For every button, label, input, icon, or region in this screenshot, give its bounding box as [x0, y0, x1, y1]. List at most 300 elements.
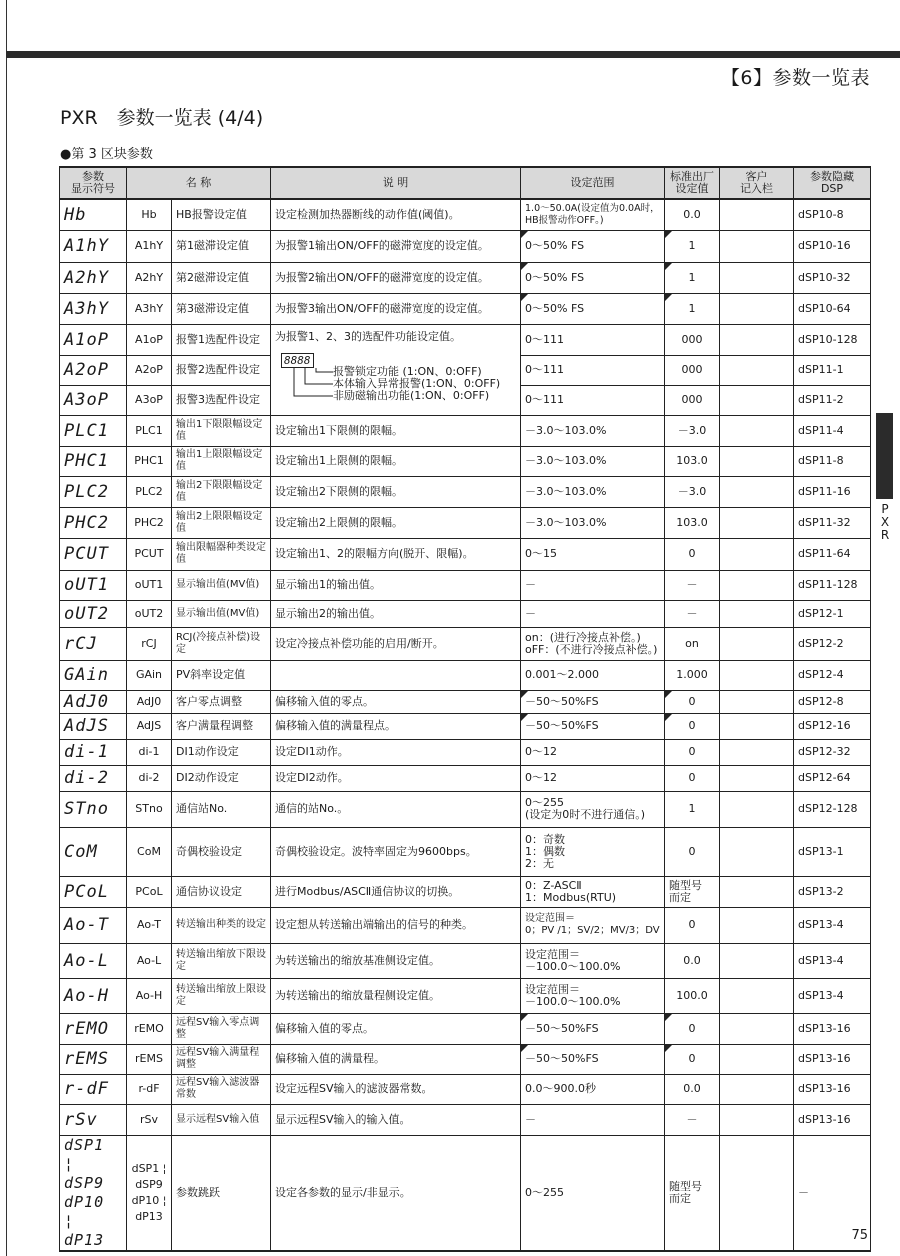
range-line: －100.0～100.0% [525, 994, 621, 1008]
default-value: 1 [665, 230, 720, 262]
param-description: 为报警3输出ON/OFF的磁滞宽度的设定值。 [271, 293, 521, 324]
param-description: 偏移输入值的零点。 [271, 690, 521, 713]
table-row [60, 713, 871, 739]
default-value: 0 [665, 739, 720, 765]
param-description: 显示输出1的输出值。 [271, 570, 521, 600]
option-description: 为报警1、2、3的选配件功能设定值。 [275, 329, 461, 343]
range-line: －50～50%FS [525, 694, 599, 708]
connector-line [316, 368, 333, 372]
range-line: 0；PV /1；SV/2；MV/3；DV [525, 925, 660, 936]
param-description: 设定DI2动作。 [271, 765, 521, 791]
table-row [60, 600, 871, 627]
default-value: 0.0 [665, 1074, 720, 1104]
range-line: 1：偶数 [525, 844, 565, 858]
param-name: 输出2下限限幅设定值 [172, 476, 271, 507]
setting-range [521, 1104, 665, 1135]
param-description: 为转送输出的缩放基准侧设定值。 [271, 943, 521, 978]
param-code: A1oP [127, 324, 172, 355]
table-row [60, 1135, 871, 1251]
param-description: 偏移输入值的满量程。 [271, 1044, 521, 1074]
setting-range [521, 262, 665, 293]
param-code: A1hY [127, 230, 172, 262]
customer-entry [720, 1013, 794, 1044]
param-name: 显示输出值(MV值) [172, 600, 271, 627]
param-name: RCJ(冷接点补偿)设定 [172, 627, 271, 660]
setting-range [521, 538, 665, 570]
param-name: HB报警设定值 [172, 199, 271, 230]
param-code: oUT1 [127, 570, 172, 600]
param-code: PHC2 [127, 507, 172, 538]
param-name: DI2动作设定 [172, 765, 271, 791]
dsp-value: dSP12-128 [794, 791, 871, 827]
param-code: PLC2 [127, 476, 172, 507]
col-range: 设定范围 [521, 167, 665, 199]
range-line: －3.0～103.0% [525, 484, 607, 498]
customer-entry [720, 1104, 794, 1135]
default-value: 103.0 [665, 446, 720, 476]
param-code: dSP1 ¦ dSP9 dP10 ¦ dP13 [127, 1135, 172, 1251]
customer-entry [720, 324, 794, 355]
param-name: 通信站No. [172, 791, 271, 827]
param-name: 转送输出缩放下限设定 [172, 943, 271, 978]
param-description: 显示输出2的输出值。 [271, 600, 521, 627]
range-line: － [525, 578, 536, 591]
customer-entry [720, 476, 794, 507]
param-description: 设定输出2上限侧的限幅。 [271, 507, 521, 538]
customer-entry [720, 907, 794, 943]
section-subtitle: ●第 3 区块参数 [60, 147, 153, 162]
setting-range [521, 690, 665, 713]
default-value: on [665, 627, 720, 660]
display-symbol: PHC1 [60, 446, 127, 476]
param-name: 显示远程SV输入值 [172, 1104, 271, 1135]
param-code: rEMS [127, 1044, 172, 1074]
dsp-value: dSP13-4 [794, 907, 871, 943]
display-symbol: A1oP [60, 324, 127, 355]
col-dsp-line: DSP [820, 182, 844, 195]
default-value: 0 [665, 690, 720, 713]
default-value: 000 [665, 355, 720, 385]
customer-entry [720, 230, 794, 262]
param-description: 设定冷接点补偿功能的启用/断开。 [271, 627, 521, 660]
param-name: 转送输出缩放上限设定 [172, 978, 271, 1013]
display-symbol: di-2 [60, 765, 127, 791]
display-symbol: Hb [60, 199, 127, 230]
table-row [60, 507, 871, 538]
range-line: －50～50%FS [525, 1021, 599, 1035]
table-row [60, 627, 871, 660]
display-symbol: oUT1 [60, 570, 127, 600]
option-display-digits: 8888 [281, 353, 314, 368]
table-row [60, 1013, 871, 1044]
default-value: － [665, 600, 720, 627]
param-name: 客户满量程调整 [172, 713, 271, 739]
setting-range [521, 978, 665, 1013]
range-line: 0～12 [525, 771, 557, 784]
range-line: 0～255 [525, 1185, 564, 1199]
table-row [60, 476, 871, 507]
page-number: 75 [851, 1228, 868, 1243]
range-line: －3.0～103.0% [525, 454, 607, 467]
option-line: 报警锁定功能 (1:ON、0:OFF) [333, 364, 482, 378]
param-description: 偏移输入值的零点。 [271, 1013, 521, 1044]
option-diagram [275, 325, 516, 413]
param-name: 远程SV输入满量程调整 [172, 1044, 271, 1074]
customer-entry [720, 600, 794, 627]
col-customer-line: 记入栏 [740, 182, 773, 195]
setting-range [521, 415, 665, 446]
setting-range [521, 1044, 665, 1074]
param-description [271, 324, 521, 415]
range-line: 设定范围＝ [525, 947, 580, 961]
dsp-value: dSP13-16 [794, 1044, 871, 1074]
param-code: di-2 [127, 765, 172, 791]
dsp-value: dSP13-4 [794, 943, 871, 978]
range-line: 1：Modbus(RTU) [525, 890, 617, 904]
param-code: PLC1 [127, 415, 172, 446]
range-line: 0.0～900.0秒 [525, 1082, 596, 1095]
setting-range [521, 791, 665, 827]
table-row [60, 199, 871, 230]
customer-entry [720, 355, 794, 385]
range-line: －3.0～103.0% [525, 423, 607, 437]
dsp-value: dSP11-1 [794, 355, 871, 385]
setting-range [521, 293, 665, 324]
default-value: 0 [665, 538, 720, 570]
param-name: 报警3选配件设定 [172, 385, 271, 415]
table-row [60, 876, 871, 907]
param-description: 显示远程SV输入的输入值。 [271, 1104, 521, 1135]
setting-range [521, 660, 665, 690]
default-value: 1 [665, 262, 720, 293]
table-row [60, 324, 871, 355]
param-description: 为报警2输出ON/OFF的磁滞宽度的设定值。 [271, 262, 521, 293]
table-row [60, 765, 871, 791]
param-code: STno [127, 791, 172, 827]
page-title: PXR 参数一览表 (4/4) [60, 107, 264, 129]
param-code: r-dF [127, 1074, 172, 1104]
default-value: 103.0 [665, 507, 720, 538]
param-description [271, 660, 521, 690]
display-symbol: Ao-T [60, 907, 127, 943]
display-symbol: di-1 [60, 739, 127, 765]
param-name: 显示输出值(MV值) [172, 570, 271, 600]
range-line: 0～111 [525, 332, 564, 346]
table-row [60, 538, 871, 570]
param-description: 为报警1输出ON/OFF的磁滞宽度的设定值。 [271, 230, 521, 262]
setting-range [521, 199, 665, 230]
default-value: 0.0 [665, 943, 720, 978]
col-dsp [794, 167, 871, 199]
range-line: －3.0～103.0% [525, 515, 607, 529]
range-line: 0～50% FS [525, 239, 585, 252]
customer-entry [720, 570, 794, 600]
param-description: 设定远程SV输入的滤波器常数。 [271, 1074, 521, 1104]
customer-entry [720, 978, 794, 1013]
customer-entry [720, 385, 794, 415]
customer-entry [720, 262, 794, 293]
default-value: － [665, 1104, 720, 1135]
customer-entry [720, 660, 794, 690]
display-symbol: STno [60, 791, 127, 827]
setting-range [521, 476, 665, 507]
range-line: 0～255 [525, 796, 564, 809]
dsp-value: dSP13-2 [794, 876, 871, 907]
param-name: 输出1下限限幅设定值 [172, 415, 271, 446]
table-row [60, 907, 871, 943]
param-description: 奇偶校验设定。波特率固定为9600bps。 [271, 827, 521, 876]
display-symbol: rCJ [60, 627, 127, 660]
param-code: CoM [127, 827, 172, 876]
range-line: 0～50% FS [525, 270, 585, 284]
range-line: 0：Z-ASCⅡ [525, 878, 582, 892]
side-tab-letter: R [880, 528, 890, 542]
range-line: 0～111 [525, 363, 564, 376]
col-default-line: 设定值 [675, 182, 709, 195]
param-code: PHC1 [127, 446, 172, 476]
page-left-rule [6, 0, 7, 1256]
default-value: 0 [665, 713, 720, 739]
dsp-value: dSP12-2 [794, 627, 871, 660]
default-value [665, 1135, 720, 1251]
range-line: oFF：(不进行冷接点补偿。) [525, 642, 658, 656]
default-value: 0 [665, 827, 720, 876]
side-tab-label [879, 503, 891, 542]
range-line: on：(进行冷接点补偿。) [525, 630, 641, 644]
range-line: 0：奇数 [525, 832, 565, 846]
dsp-value: dSP11-32 [794, 507, 871, 538]
range-line: 0～15 [525, 547, 557, 560]
param-description: 设定输出1、2的限幅方向(脱开、限幅)。 [271, 538, 521, 570]
default-value: 0 [665, 765, 720, 791]
default-value: － [665, 570, 720, 600]
dsp-value: dSP11-128 [794, 570, 871, 600]
setting-range [521, 739, 665, 765]
param-description: 偏移输入值的满量程点。 [271, 713, 521, 739]
param-name: 报警1选配件设定 [172, 324, 271, 355]
table-row [60, 943, 871, 978]
side-tab-letter: X [880, 515, 890, 529]
dsp-value: dSP11-2 [794, 385, 871, 415]
col-default-line: 标准出厂 [670, 170, 714, 183]
dsp-value: dSP10-8 [794, 199, 871, 230]
param-name: 通信协议设定 [172, 876, 271, 907]
param-code: rSv [127, 1104, 172, 1135]
table-row [60, 293, 871, 324]
customer-entry [720, 713, 794, 739]
dsp-value: dSP12-16 [794, 713, 871, 739]
default-value: 0 [665, 1013, 720, 1044]
param-description: 通信的站No.。 [271, 791, 521, 827]
param-code: Ao-H [127, 978, 172, 1013]
customer-entry [720, 690, 794, 713]
range-line: 0～50% FS [525, 301, 585, 315]
dsp-value: dSP12-1 [794, 600, 871, 627]
setting-range [521, 600, 665, 627]
side-tab-letter: P [881, 502, 889, 516]
setting-range [521, 385, 665, 415]
display-symbol: A2hY [60, 262, 127, 293]
default-value: 000 [665, 385, 720, 415]
col-customer [720, 167, 794, 199]
dsp-value: dSP11-64 [794, 538, 871, 570]
default-value: 0 [665, 1044, 720, 1074]
option-connector-lines [275, 325, 335, 413]
param-description: 为转送输出的缩放量程侧设定值。 [271, 978, 521, 1013]
dsp-value: dSP12-4 [794, 660, 871, 690]
param-name: 第1磁滞设定值 [172, 230, 271, 262]
customer-entry [720, 827, 794, 876]
dsp-value: dSP11-4 [794, 415, 871, 446]
dsp-value: dSP10-64 [794, 293, 871, 324]
param-code: GAin [127, 660, 172, 690]
display-symbol: CoM [60, 827, 127, 876]
param-code: Ao-T [127, 907, 172, 943]
col-dsp-line: 参数隐藏 [810, 170, 854, 183]
table-row [60, 570, 871, 600]
display-symbol: A3oP [60, 385, 127, 415]
option-line: 非励磁输出功能(1:ON、0:OFF) [333, 388, 490, 402]
setting-range [521, 627, 665, 660]
option-line: 本体输入异常报警(1:ON、0:OFF) [333, 376, 501, 390]
default-value: －3.0 [665, 476, 720, 507]
default-value-text: 随型号而定 [669, 878, 702, 904]
param-code: oUT2 [127, 600, 172, 627]
dsp-value: dSP13-16 [794, 1074, 871, 1104]
dsp-value: dSP12-32 [794, 739, 871, 765]
customer-entry [720, 1044, 794, 1074]
customer-entry [720, 1135, 794, 1251]
param-name: 第3磁滞设定值 [172, 293, 271, 324]
range-line: －100.0～100.0% [525, 959, 621, 973]
col-desc: 说 明 [271, 167, 521, 199]
param-code: di-1 [127, 739, 172, 765]
setting-range [521, 713, 665, 739]
param-code: rEMO [127, 1013, 172, 1044]
setting-range [521, 324, 665, 355]
dsp-value: dSP11-16 [794, 476, 871, 507]
dsp-value: － [794, 1135, 871, 1251]
param-code: PCoL [127, 876, 172, 907]
param-description: 设定各参数的显示/非显示。 [271, 1135, 521, 1251]
dsp-value: dSP13-1 [794, 827, 871, 876]
table-row [60, 1074, 871, 1104]
customer-entry [720, 199, 794, 230]
table-row [60, 791, 871, 827]
display-symbol: dSP1 ¦ dSP9 dP10 ¦ dP13 [60, 1135, 127, 1251]
customer-entry [720, 538, 794, 570]
display-symbol: PCoL [60, 876, 127, 907]
table-row [60, 739, 871, 765]
table-row [60, 1044, 871, 1074]
dsp-value: dSP10-16 [794, 230, 871, 262]
default-value: 1 [665, 791, 720, 827]
display-symbol: rEMS [60, 1044, 127, 1074]
customer-entry [720, 765, 794, 791]
param-name: PV斜率设定值 [172, 660, 271, 690]
display-symbol: PLC2 [60, 476, 127, 507]
display-symbol: A1hY [60, 230, 127, 262]
display-symbol: A3hY [60, 293, 127, 324]
param-code: rCJ [127, 627, 172, 660]
param-description: 设定输出1上限侧的限幅。 [271, 446, 521, 476]
customer-entry [720, 415, 794, 446]
header-bar [6, 51, 900, 58]
display-symbol: AdJ0 [60, 690, 127, 713]
param-code: A3hY [127, 293, 172, 324]
param-code: A2hY [127, 262, 172, 293]
range-line: －50～50%FS [525, 1052, 599, 1065]
param-name: 远程SV输入零点调整 [172, 1013, 271, 1044]
parameter-table [59, 166, 871, 1252]
param-code: PCUT [127, 538, 172, 570]
display-symbol: oUT2 [60, 600, 127, 627]
param-name: DI1动作设定 [172, 739, 271, 765]
setting-range [521, 355, 665, 385]
default-value: 100.0 [665, 978, 720, 1013]
range-line: (设定为0时不进行通信。) [525, 808, 646, 821]
table-row [60, 827, 871, 876]
dsp-value: dSP13-16 [794, 1104, 871, 1135]
display-symbol: PCUT [60, 538, 127, 570]
col-name: 名 称 [127, 167, 271, 199]
param-name: 客户零点调整 [172, 690, 271, 713]
customer-entry [720, 507, 794, 538]
col-default [665, 167, 720, 199]
setting-range [521, 876, 665, 907]
setting-range [521, 1013, 665, 1044]
param-description: 设定DI1动作。 [271, 739, 521, 765]
range-line: 0.001～2.000 [525, 668, 599, 681]
param-code: Hb [127, 199, 172, 230]
display-symbol: A2oP [60, 355, 127, 385]
range-line: 设定范围＝ [525, 913, 575, 924]
setting-range [521, 230, 665, 262]
display-symbol: PHC2 [60, 507, 127, 538]
param-code: AdJS [127, 713, 172, 739]
dsp-value: dSP12-8 [794, 690, 871, 713]
display-symbol: r-dF [60, 1074, 127, 1104]
display-symbol: AdJS [60, 713, 127, 739]
display-symbol: PLC1 [60, 415, 127, 446]
table-row [60, 230, 871, 262]
param-name: 输出限幅器种类设定值 [172, 538, 271, 570]
param-name: 转送输出种类的设定 [172, 907, 271, 943]
setting-range [521, 943, 665, 978]
default-value-text: 随型号而定 [669, 1179, 702, 1205]
param-name: 输出2上限限幅设定值 [172, 507, 271, 538]
default-value: 000 [665, 324, 720, 355]
setting-range [521, 570, 665, 600]
range-line: － [525, 1112, 536, 1126]
display-symbol: GAin [60, 660, 127, 690]
col-customer-line: 客户 [745, 170, 768, 183]
param-description: 设定输出1下限侧的限幅。 [271, 415, 521, 446]
customer-entry [720, 627, 794, 660]
param-code: Ao-L [127, 943, 172, 978]
param-description: 设定输出2下限侧的限幅。 [271, 476, 521, 507]
display-symbol: rEMO [60, 1013, 127, 1044]
chapter-heading: 【6】参数一览表 [720, 67, 870, 89]
setting-range [521, 765, 665, 791]
table-header-row [60, 167, 871, 199]
param-description: 设定检测加热器断线的动作值(阈值)。 [271, 199, 521, 230]
setting-range [521, 827, 665, 876]
display-symbol: Ao-H [60, 978, 127, 1013]
dsp-value: dSP10-32 [794, 262, 871, 293]
table-row [60, 446, 871, 476]
param-description: 进行Modbus/ASCⅡ通信协议的切换。 [271, 876, 521, 907]
